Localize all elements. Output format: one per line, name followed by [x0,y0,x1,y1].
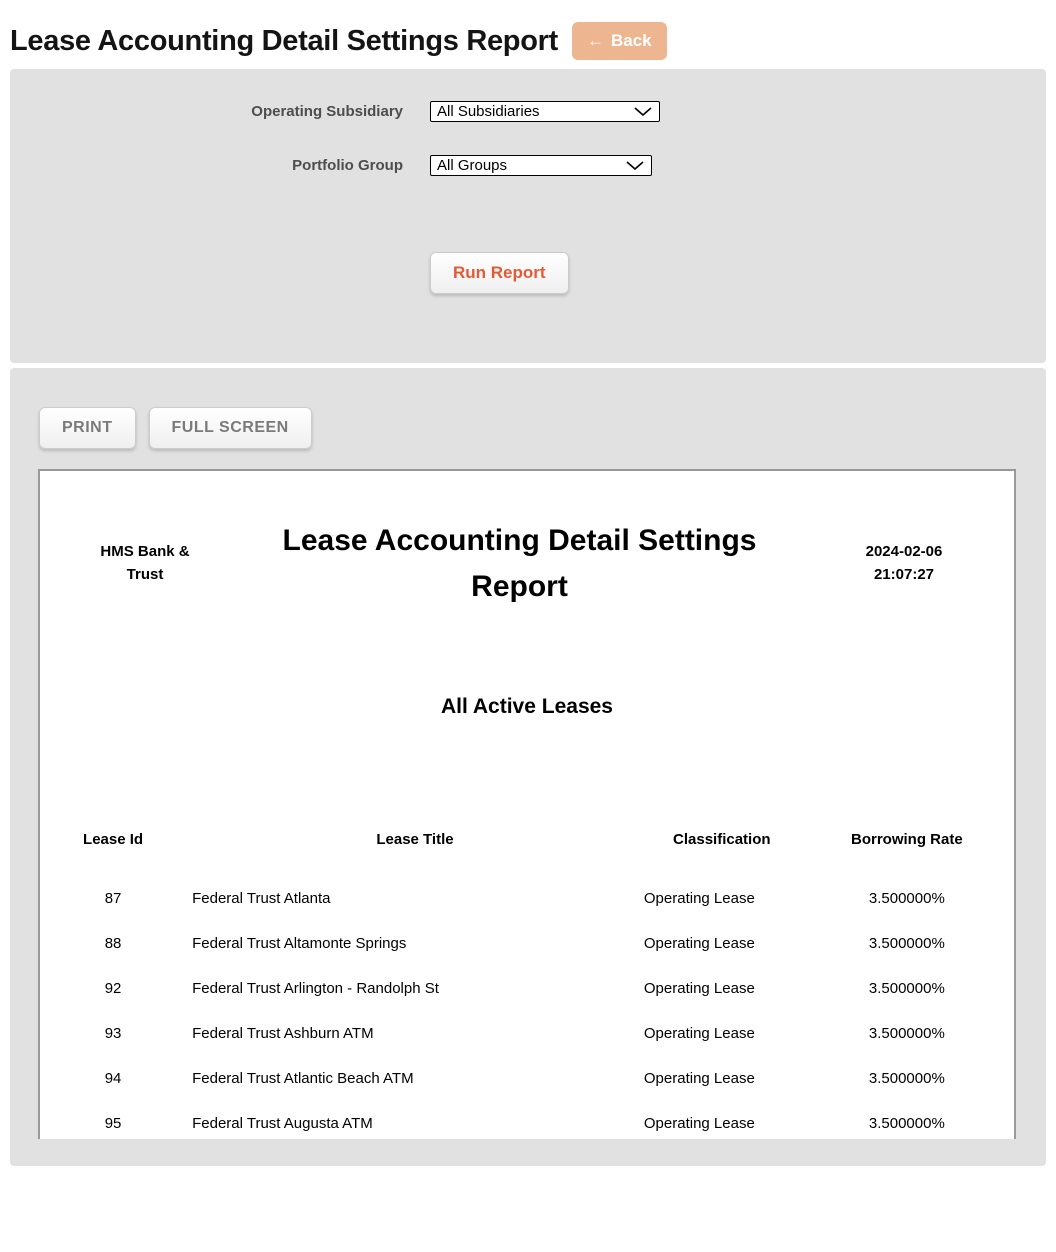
report-company-name: HMS Bank & Trust [100,543,190,583]
print-button[interactable]: PRINT [39,407,136,449]
report-table-body [40,876,1014,1139]
back-button[interactable] [572,22,667,60]
report-subtitle: All Active Leases [441,695,613,718]
table-cell: Federal Trust Atlantic Beach ATM [192,1070,414,1087]
operating-subsidiary-label: Operating Subsidiary [251,103,403,120]
report-panel [10,368,1046,1166]
table-cell: 3.500000% [868,1025,945,1042]
table-cell: 93 [104,1025,122,1042]
table-row [40,921,1014,966]
chevron-down-icon [626,161,644,170]
table-cell: 3.500000% [868,980,945,997]
table-cell: 3.500000% [868,1115,945,1132]
table-cell: Federal Trust Altamonte Springs [192,935,407,952]
table-cell: Federal Trust Arlington - Randolph St [192,980,439,997]
table-cell: 87 [104,890,122,907]
report-date: 2024-02-06 [865,543,943,560]
table-row [40,876,1014,921]
column-header-borrowing-rate: Borrowing Rate [851,831,963,848]
portfolio-group-row [10,155,1046,176]
operating-subsidiary-select[interactable] [430,101,660,122]
table-row [40,1011,1014,1056]
back-button-label: Back [610,31,652,50]
table-cell: Operating Lease [643,890,755,907]
run-report-button[interactable]: Run Report [430,252,569,294]
back-arrow-icon: ← [586,31,604,50]
table-cell: 88 [104,935,122,952]
chevron-down-icon [634,107,652,116]
report-time: 21:07:27 [873,566,935,583]
report-viewport[interactable] [38,469,1016,1139]
report-datetime [839,540,969,586]
table-cell: Operating Lease [643,1115,755,1132]
table-cell: Federal Trust Atlanta [192,890,331,907]
table-cell: Federal Trust Augusta ATM [192,1115,373,1132]
table-cell: 3.500000% [868,890,945,907]
filter-panel [10,69,1046,363]
table-cell: Federal Trust Ashburn ATM [192,1025,374,1042]
lease-table [40,831,1014,1139]
report-title: Lease Accounting Detail Settings Report [282,524,757,603]
table-cell: 95 [104,1115,122,1132]
table-row [40,1101,1014,1139]
operating-subsidiary-row [10,101,1046,122]
portfolio-group-label: Portfolio Group [292,157,403,174]
table-cell: 92 [104,980,122,997]
page-title: Lease Accounting Detail Settings Report [10,24,558,57]
page-header [0,0,1056,60]
table-header-row [40,831,1014,876]
column-header-classification: Classification [673,831,771,848]
table-cell: 3.500000% [868,1070,945,1087]
column-header-lease-title: Lease Title [376,831,454,848]
fullscreen-button[interactable]: FULL SCREEN [149,407,312,449]
column-header-lease-id: Lease Id [83,831,144,848]
table-row [40,1056,1014,1101]
table-row [40,966,1014,1011]
table-cell: Operating Lease [643,1070,755,1087]
report-header [40,518,1014,610]
report-toolbar [39,407,1046,449]
table-cell: Operating Lease [643,980,755,997]
table-cell: Operating Lease [643,935,755,952]
table-cell: 94 [104,1070,122,1087]
operating-subsidiary-value: All Subsidiaries [437,103,540,120]
table-cell: 3.500000% [868,935,945,952]
report-document [40,471,1014,1139]
portfolio-group-value: All Groups [437,157,508,174]
portfolio-group-select[interactable] [430,155,652,176]
run-report-row [430,252,1046,294]
table-cell: Operating Lease [643,1025,755,1042]
